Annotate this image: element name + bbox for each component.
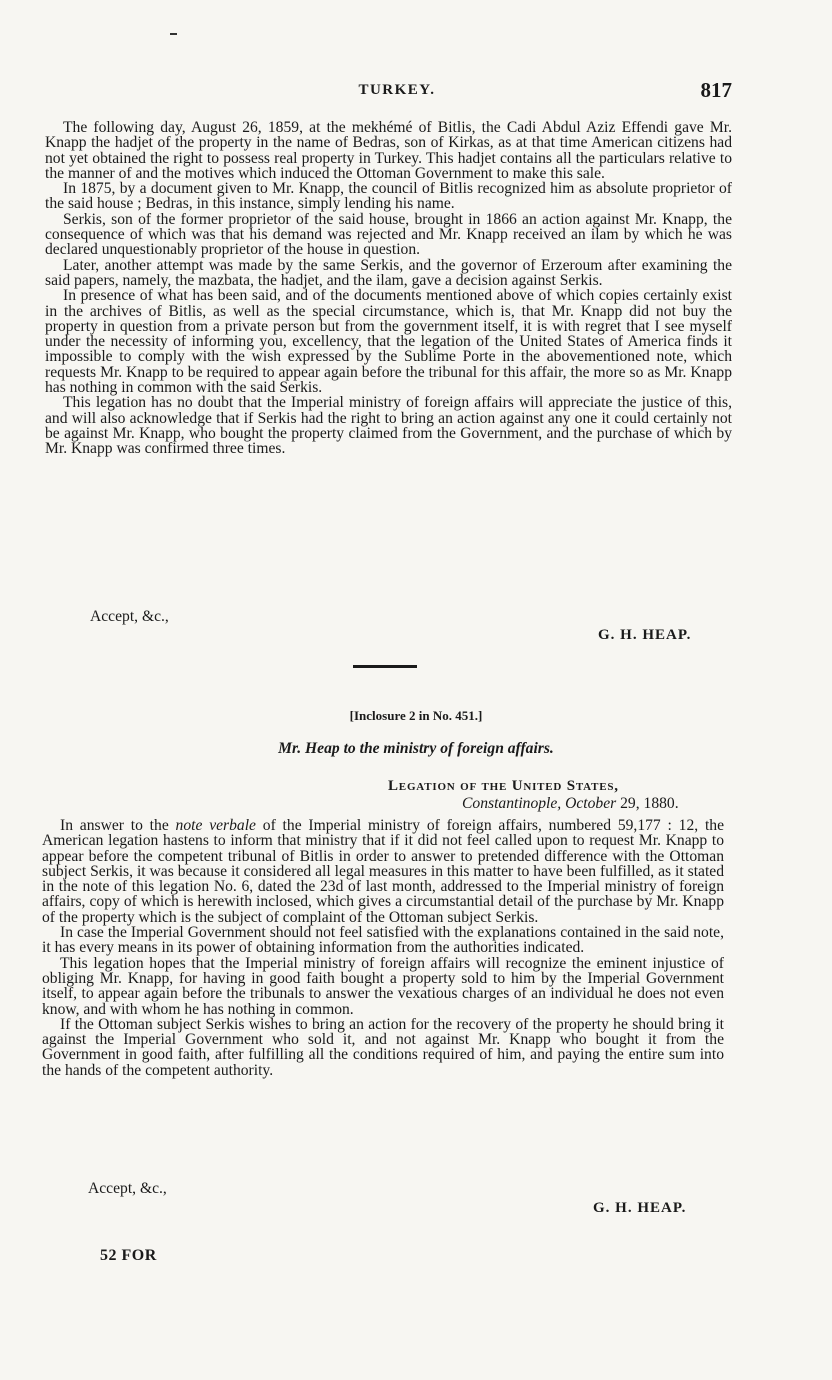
paragraph: If the Ottoman subject Serkis wishes to bring an action for the recovery of the property he should bring it against the Imperial Government who sold it, and not against Mr. Knapp who bought it from the Government in good faith, after fulfilling all the conditions required of him, and paying the entire sum into the hands of the competent authority.: [42, 1015, 724, 1079]
signature-1: G. H. HEAP.: [598, 627, 692, 643]
dateline: [462, 795, 679, 813]
date-month: October: [565, 795, 617, 812]
signature-mark: 52 FOR: [100, 1247, 157, 1264]
closing-1: Accept, &c.,: [90, 608, 169, 625]
stray-mark: [170, 33, 177, 35]
date-day-year: 29, 1880.: [620, 795, 679, 812]
paragraph: In 1875, by a document given to Mr. Knapp, the council of Bitlis recognized him as absolute proprietor of the said house ; Bedras, in this instance, simply lending his name.: [45, 180, 732, 213]
running-head: TURKEY.: [358, 82, 436, 98]
paragraph: Serkis, son of the former proprietor of the said house, brought in 1866 an action against Mr. Knapp, the consequence of which was that his demand was rejected and Mr. Knapp received an ilam by which he was declared unquestionably proprietor of the house in question.: [45, 210, 732, 259]
paragraph: Later, another attempt was made by the same Serkis, and the governor of Erzeroum after examining the said papers, namely, the mazbata, the hadjet, and the ilam, gave a decision against Serkis.: [45, 256, 732, 289]
paragraph-emphasis: note verbale: [175, 817, 256, 834]
paragraph: [42, 818, 724, 925]
letter-body-1: [45, 120, 732, 457]
paragraph-text: In answer to the: [60, 817, 176, 834]
letter-subject: Mr. Heap to the ministry of foreign affairs.: [278, 740, 554, 757]
paragraph: In presence of what has been said, and of the documents mentioned above of which copies certainly exist in the archives of Bitlis, as well as the special circumstance, which is, that Mr. Knapp did not buy the property in question from a private person but from the government itself, it is with regret that I see myself under the necessity of informing you, excellency, that the legation of the United States of America finds it impossible to comply with the wish expressed by the Sublime Porte in the abovementioned note, which requests Mr. Knapp to be required to appear again before the tribunal for this affair, the more so as Mr. Knapp has nothing in common with the said Serkis.: [45, 287, 732, 397]
page-header: [62, 78, 732, 104]
paragraph: The following day, August 26, 1859, at the mekhémé of Bitlis, the Cadi Abdul Aziz Effendi gave Mr. Knapp the hadjet of the property in the name of Bedras, son of Kirkas, as at that time American citizens had not yet obtained the right to possess real property in Turkey. This hadjet contains all the particulars relative to the manner of and the motives which induced the Ottoman Government to make this sale.: [45, 119, 732, 182]
inclosure-heading: [Inclosure 2 in No. 451.]: [349, 708, 483, 723]
paragraph: This legation hopes that the Imperial ministry of foreign affairs will recognize the eminent injustice of obliging Mr. Knapp, for having in good faith bought a property sold to him by the Imperial Government itself, to appear again before the tribunals to answer the vexatious charges of an individual he does not even know, and with whom he has nothing in common.: [42, 954, 724, 1018]
letter-body-2: [42, 818, 724, 1078]
legation-line: Legation of the United States,: [388, 778, 619, 794]
closing-2: Accept, &c.,: [88, 1180, 167, 1197]
paragraph: In case the Imperial Government should not feel satisfied with the explanations contained in the said note, it has every means in its power of obtaining information from the authorities indicated.: [42, 924, 724, 957]
paragraph: This legation has no doubt that the Imperial ministry of foreign affairs will appreciate the justice of this, and will also acknowledge that if Serkis had the right to bring an action against any one it could certainly not be against Mr. Knapp, who bought the property claimed from the Government, and the purchase of which by Mr. Knapp was confirmed three times.: [45, 394, 732, 458]
signature-2: G. H. HEAP.: [593, 1200, 687, 1216]
page-number: 817: [700, 78, 732, 102]
place: Constantinople,: [462, 795, 562, 812]
section-divider: [353, 665, 417, 668]
paragraph-text: of the Imperial ministry of foreign affairs, numbered 59,177 : 12, the American legation hastens to inform that ministry that if it did not feel called upon to request Mr. Knapp to appear before the competent tribunal of Bitlis in order to answer to pretended difference with the Ottoman subject Serkis, it was because it considered all legal measures in this matter to have been fulfilled, as it stated in the note of this legation No. 6, dated the 23d of last month, addressed to the Imperial ministry of foreign affairs, copy of which is herewith inclosed, which gives a circumstantial detail of the purchase by Mr. Knapp of the property which is the subject of complaint of the Ottoman subject Serkis.: [42, 817, 724, 926]
